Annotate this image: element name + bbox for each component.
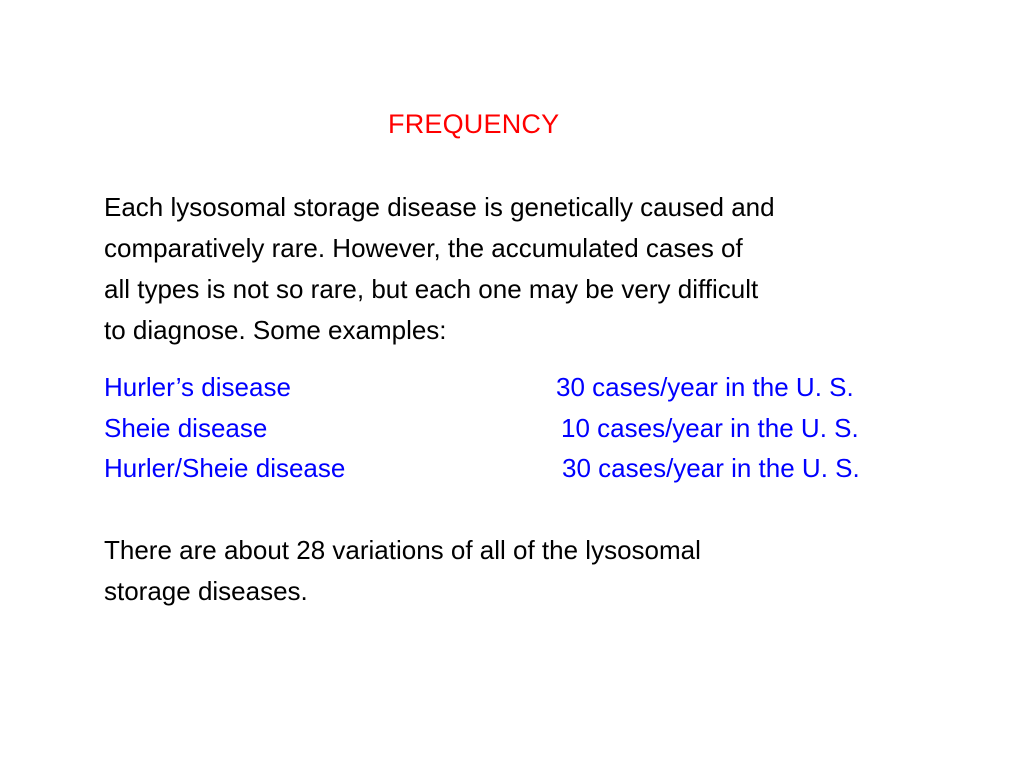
intro-paragraph <box>104 187 904 351</box>
examples-list <box>104 367 924 489</box>
slide-title: FREQUENCY <box>388 109 560 139</box>
closing-paragraph <box>104 530 904 612</box>
example-frequency: 10 cases/year in the U. S. <box>561 412 859 443</box>
example-row <box>104 408 924 449</box>
intro-line: comparatively rare. However, the accumulated cases of <box>104 233 743 263</box>
closing-line: There are about 28 variations of all of the lysosomal <box>104 535 701 565</box>
example-row <box>104 448 924 489</box>
intro-line: Each lysosomal storage disease is genetically caused and <box>104 192 775 222</box>
example-disease: Hurler/Sheie disease <box>104 453 346 483</box>
example-row <box>104 367 924 408</box>
closing-line: storage diseases. <box>104 576 308 606</box>
example-frequency: 30 cases/year in the U. S. <box>556 372 854 402</box>
example-disease: Sheie disease <box>104 412 268 443</box>
example-frequency: 30 cases/year in the U. S. <box>562 453 860 483</box>
intro-line: all types is not so rare, but each one may be very difficult <box>104 274 759 304</box>
example-disease: Hurler’s disease <box>104 372 291 402</box>
intro-line: to diagnose. Some examples: <box>104 315 447 345</box>
